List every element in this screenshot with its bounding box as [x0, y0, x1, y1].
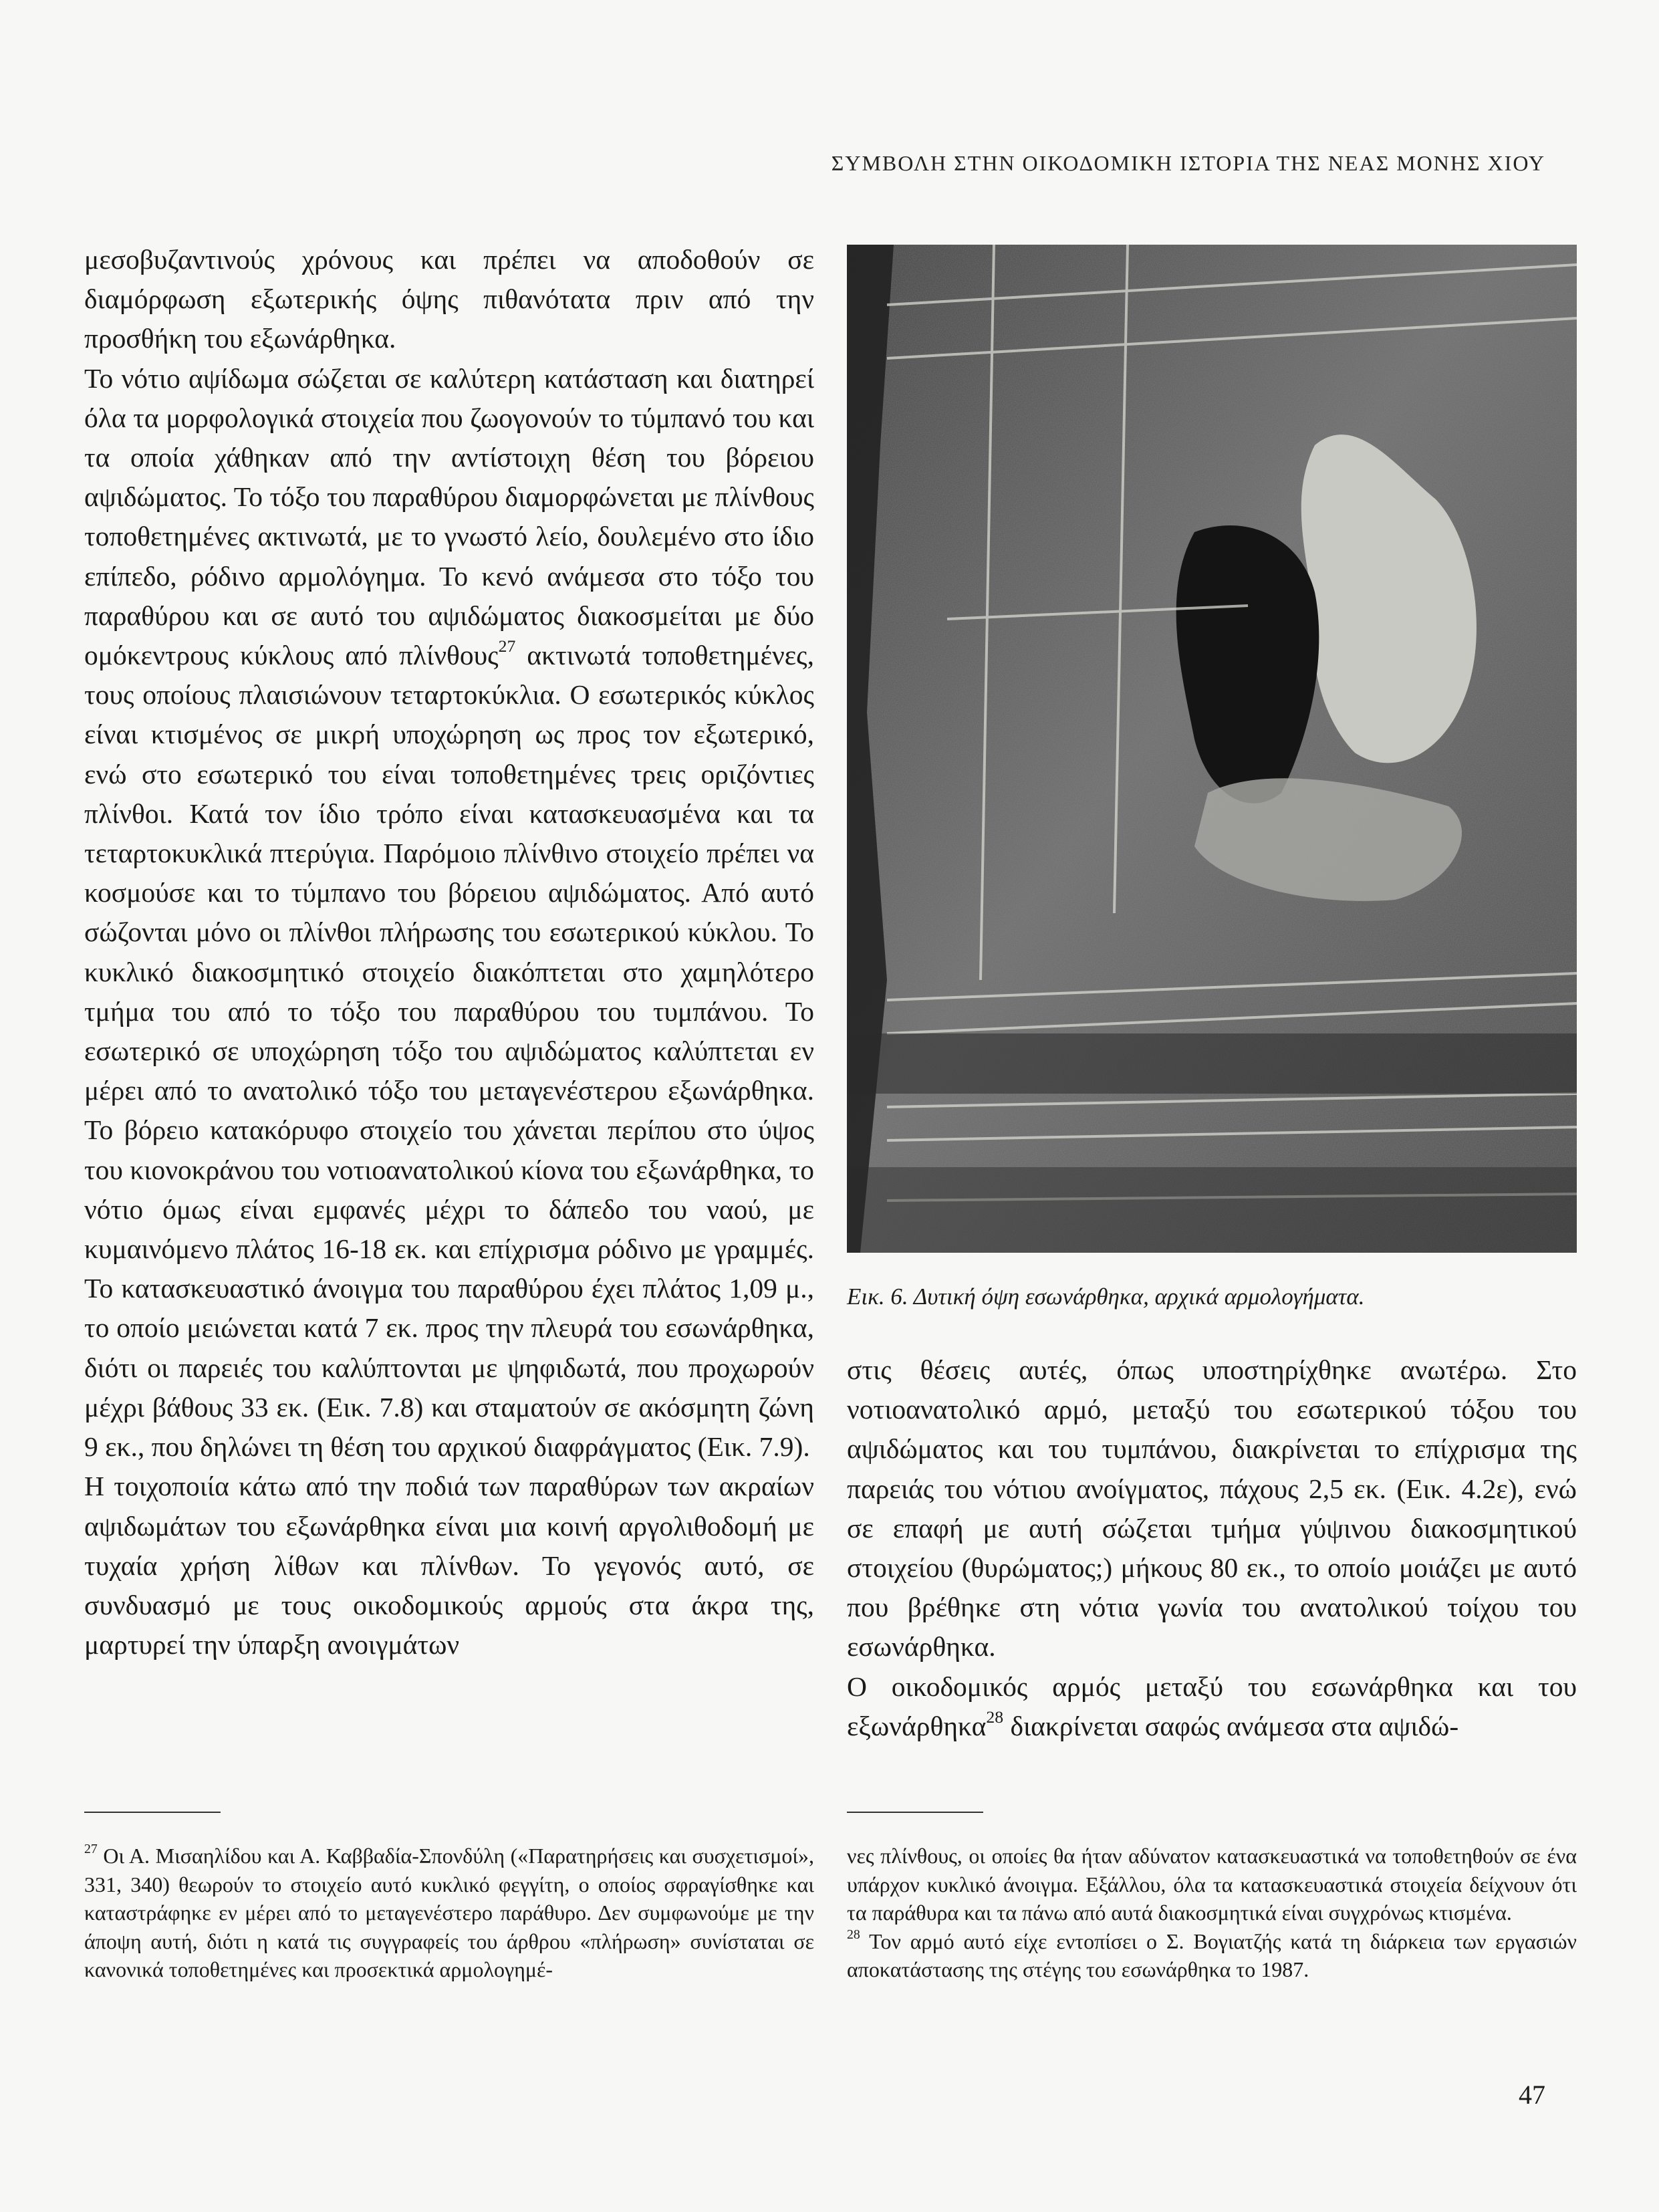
footnote-divider — [84, 1812, 221, 1813]
footnote-number: 27 — [84, 1842, 98, 1857]
footnotes-left — [84, 1842, 814, 1984]
figure-caption — [847, 1283, 1577, 1310]
paragraph-text: Το νότιο αψίδωμα σώζεται σε καλύτερη κατάσταση και διατηρεί όλα τα μορφολογικά στοιχεία που ζωογονούν το τύμπανό του και τα οποία χάθηκαν από την αντίστοιχη θέση του βόρειου αψιδώματος. Το τόξο του παραθύρου διαμορφώνεται με πλίνθους τοποθετημένες ακτινωτά, με το γνωστό λείο, δουλεμένο στο ίδιο επίπεδο, ρόδινο αρμολόγημα. Το κενό ανάμεσα στο τόξο του παραθύρου και σε αυτό του αψιδώματος διακοσμείται με δύο ομόκεντρους κύκλους από πλίνθους — [84, 362, 814, 671]
paragraph: στις θέσεις αυτές, όπως υποστηρίχθηκε ανωτέρω. Στο νοτιοανατολικό αρμό, μεταξύ του εσωτερικού τόξου του αψιδώματος και του τυμπάνου, διακρίνεται το επίχρισμα της παρειάς του νότιου ανοίγματος, πάχους 2,5 εκ. (Εικ. 4.2ε), ενώ σε επαφή με αυτή σώζεται τμήμα γύψινου διακοσμητικού στοιχείου (θυρώματος;) μήκους 80 εκ., το οποίο μοιάζει με αυτό που βρέθηκε στη νότια γωνία του ανατολικού τοίχου του εσωνάρθηκα. — [847, 1354, 1577, 1663]
paragraph — [847, 1667, 1577, 1746]
figure-label: Εικ. 6. — [847, 1283, 908, 1310]
paragraph — [84, 359, 814, 1467]
figure-photo — [847, 245, 1577, 1253]
footnote-text: Τον αρμό αυτό είχε εντοπίσει ο Σ. Βογιατζής κατά τη διάρκεια των εργασιών αποκατάστασης της στέγης του εσωνάρθηκα το 1987. — [847, 1929, 1577, 1981]
footnote-ref: 28 — [986, 1707, 1004, 1727]
paragraph-text: Ο οικοδομικός αρμός μεταξύ του εσωνάρθηκα και του εξωνάρθηκα — [847, 1671, 1577, 1741]
footnotes-right — [847, 1842, 1577, 1984]
main-text-right-column — [847, 1350, 1577, 1746]
footnote-number: 28 — [847, 1927, 860, 1942]
footnote-27 — [84, 1842, 814, 1984]
figure-caption-text: Δυτική όψη εσωνάρθηκα, αρχικά αρμολογήματα. — [908, 1283, 1365, 1310]
paragraph: Η τοιχοποιία κάτω από την ποδιά των παραθύρων των ακραίων αψιδωμάτων του εξωνάρθηκα είναι μια κοινή αργολιθοδομή με τυχαία χρήση λίθων και πλίνθων. Το γεγονός αυτό, σε συνδυασμό με τους οικοδομικούς αρμούς στα άκρα της, μαρτυρεί την ύπαρξη ανοιγμάτων — [84, 1471, 814, 1661]
footnote-text: Οι Α. Μισαηλίδου και Α. Καββαδία-Σπονδύλη («Παρατηρήσεις και συσχετισμοί», 331, 340) θεωρούν το στοιχείο αυτό κυκλικό φεγγίτη, ο οποίος σφραγίσθηκε και καταστράφηκε εν μέρει από το μεταγενέστερο παράθυρο. Δεν συμφωνούμε με την άποψη αυτή, διότι η κατά τις συγγραφείς του άρθρου «πλήρωση» συνίσταται σε κανονικά τοποθετημένες και προσεκτικά αρμολογημέ- — [84, 1844, 814, 1981]
page-number: 47 — [1519, 2080, 1545, 2110]
main-text-left-column — [84, 240, 814, 1665]
footnote-ref: 27 — [498, 636, 516, 656]
footnote-28 — [847, 1927, 1577, 1984]
paragraph-text: ακτινωτά τοποθετημένες, τους οποίους πλαισιώνουν τεταρτοκύκλια. Ο εσωτερικός κύκλος είναι κτισμένος σε μικρή υποχώρηση ως προς τον εξωτερικό, ενώ στο εσωτερικό του είναι τοποθετημένες τρεις οριζόντιες πλίνθοι. Κατά τον ίδιο τρόπο είναι κατασκευασμένα και τα τεταρτοκυκλικά πτερύγια. Παρόμοιο πλίνθινο στοιχείο πρέπει να κοσμούσε και το τύμπανο του βόρειου αψιδώματος. Από αυτό σώζονται μόνο οι πλίνθοι πλήρωσης του εσωτερικού κύκλου. Το κυκλικό διακοσμητικό στοιχείο διακόπτεται στο χαμηλότερο τμήμα του από το τόξο του παραθύρου του τυμπάνου. Το εσωτερικό σε υποχώρηση τόξο του αψιδώματος καλύπτεται εν μέρει από το ανατολικό τόξο του μεταγενέστερου εξωνάρθηκα. Το βόρειο κατακόρυφο στοιχείο του χάνεται περίπου στο ύψος του κιονοκράνου του νοτιοανατολικού κίονα του εξωνάρθηκα, το νότιο όμως είναι εμφανές μέχρι το δάπεδο του ναού, με κυμαινόμενο πλάτος 16-18 εκ. και επίχρισμα ρόδινο με γραμμές. Το κατασκευαστικό άνοιγμα του παραθύρου έχει πλάτος 1,09 μ., το οποίο μειώνεται κατά 7 εκ. προς την πλευρά του εσωνάρθηκα, διότι οι παρειές του καλύπτονται με ψηφιδωτά, που προχωρούν μέχρι βάθους 33 εκ. (Εικ. 7.8) και σταματούν σε ακόσμητη ζώνη 9 εκ., που δηλώνει τη θέση του αρχικού διαφράγματος (Εικ. 7.9). — [84, 640, 814, 1463]
footnote-27-continued: νες πλίνθους, οι οποίες θα ήταν αδύνατον κατασκευαστικά να τοποθετηθούν σε ένα υπάρχον κυκλικό άνοιγμα. Εξάλλου, όλα τα κατασκευαστικά στοιχεία δείχνουν ότι τα παράθυρα και τα πάνω από αυτά διακοσμητικά είναι συγχρόνως κτισμένα. — [847, 1844, 1577, 1925]
paragraph-text: διακρίνεται σαφώς ανάμεσα στα αψιδώ- — [1003, 1710, 1459, 1741]
running-head: ΣΥΜΒΟΛΗ ΣΤΗΝ ΟΙΚΟΔΟΜΙΚΗ ΙΣΤΟΡΙΑ ΤΗΣ ΝΕΑΣ ΜΟΝΗΣ ΧΙΟΥ — [831, 151, 1545, 175]
paragraph: μεσοβυζαντινούς χρόνους και πρέπει να αποδοθούν σε διαμόρφωση εξωτερικής όψης πιθανότατα πριν από την προσθήκη του εξωνάρθηκα. — [84, 244, 814, 354]
footnote-divider — [847, 1812, 983, 1813]
